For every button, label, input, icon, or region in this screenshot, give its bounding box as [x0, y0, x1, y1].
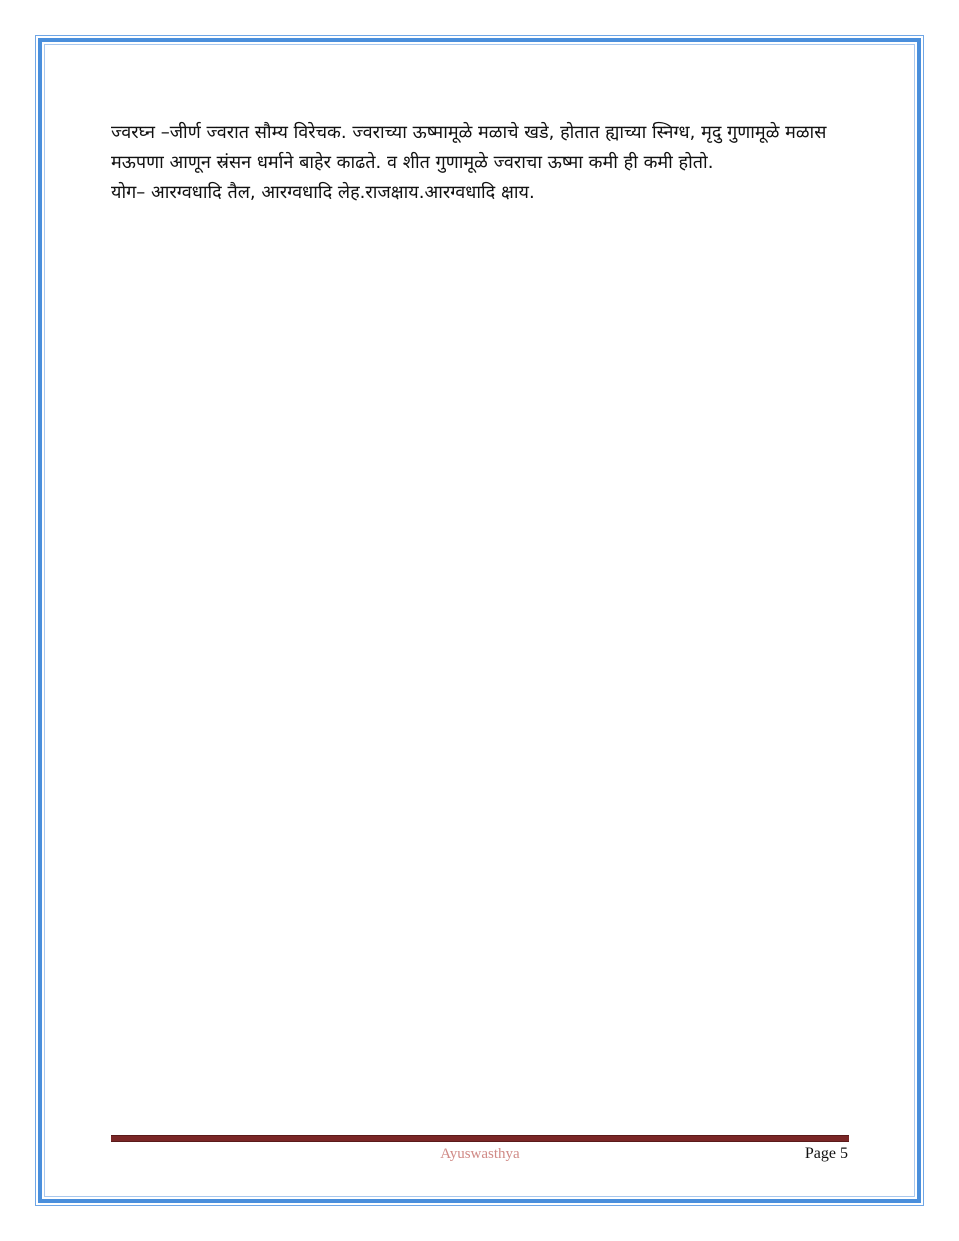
body-text	[111, 118, 856, 208]
footer-divider	[111, 1135, 849, 1142]
page-border-inner	[44, 44, 915, 1197]
paragraph-yoga: योग– आरग्वधादि तैल, आरग्वधादि लेह.राजक्षाय.आरग्वधादि क्षाय.	[111, 182, 535, 203]
paragraph-jvaraghna: ज्वरघ्न –जीर्ण ज्वरात सौम्य विरेचक. ज्वराच्या ऊष्मामूळे मळाचे खडे, होतात ह्याच्या स्निग्ध, मृदु गुणामूळे मळास मऊपणा आणून स्रंसन धर्माने बाहेर काढते. व शीत गुणामूळे ज्वराचा ऊष्मा कमी ही कमी होतो.	[111, 122, 827, 173]
footer-title: Ayuswasthya	[440, 1146, 520, 1162]
page-number: Page 5	[804, 1145, 848, 1162]
